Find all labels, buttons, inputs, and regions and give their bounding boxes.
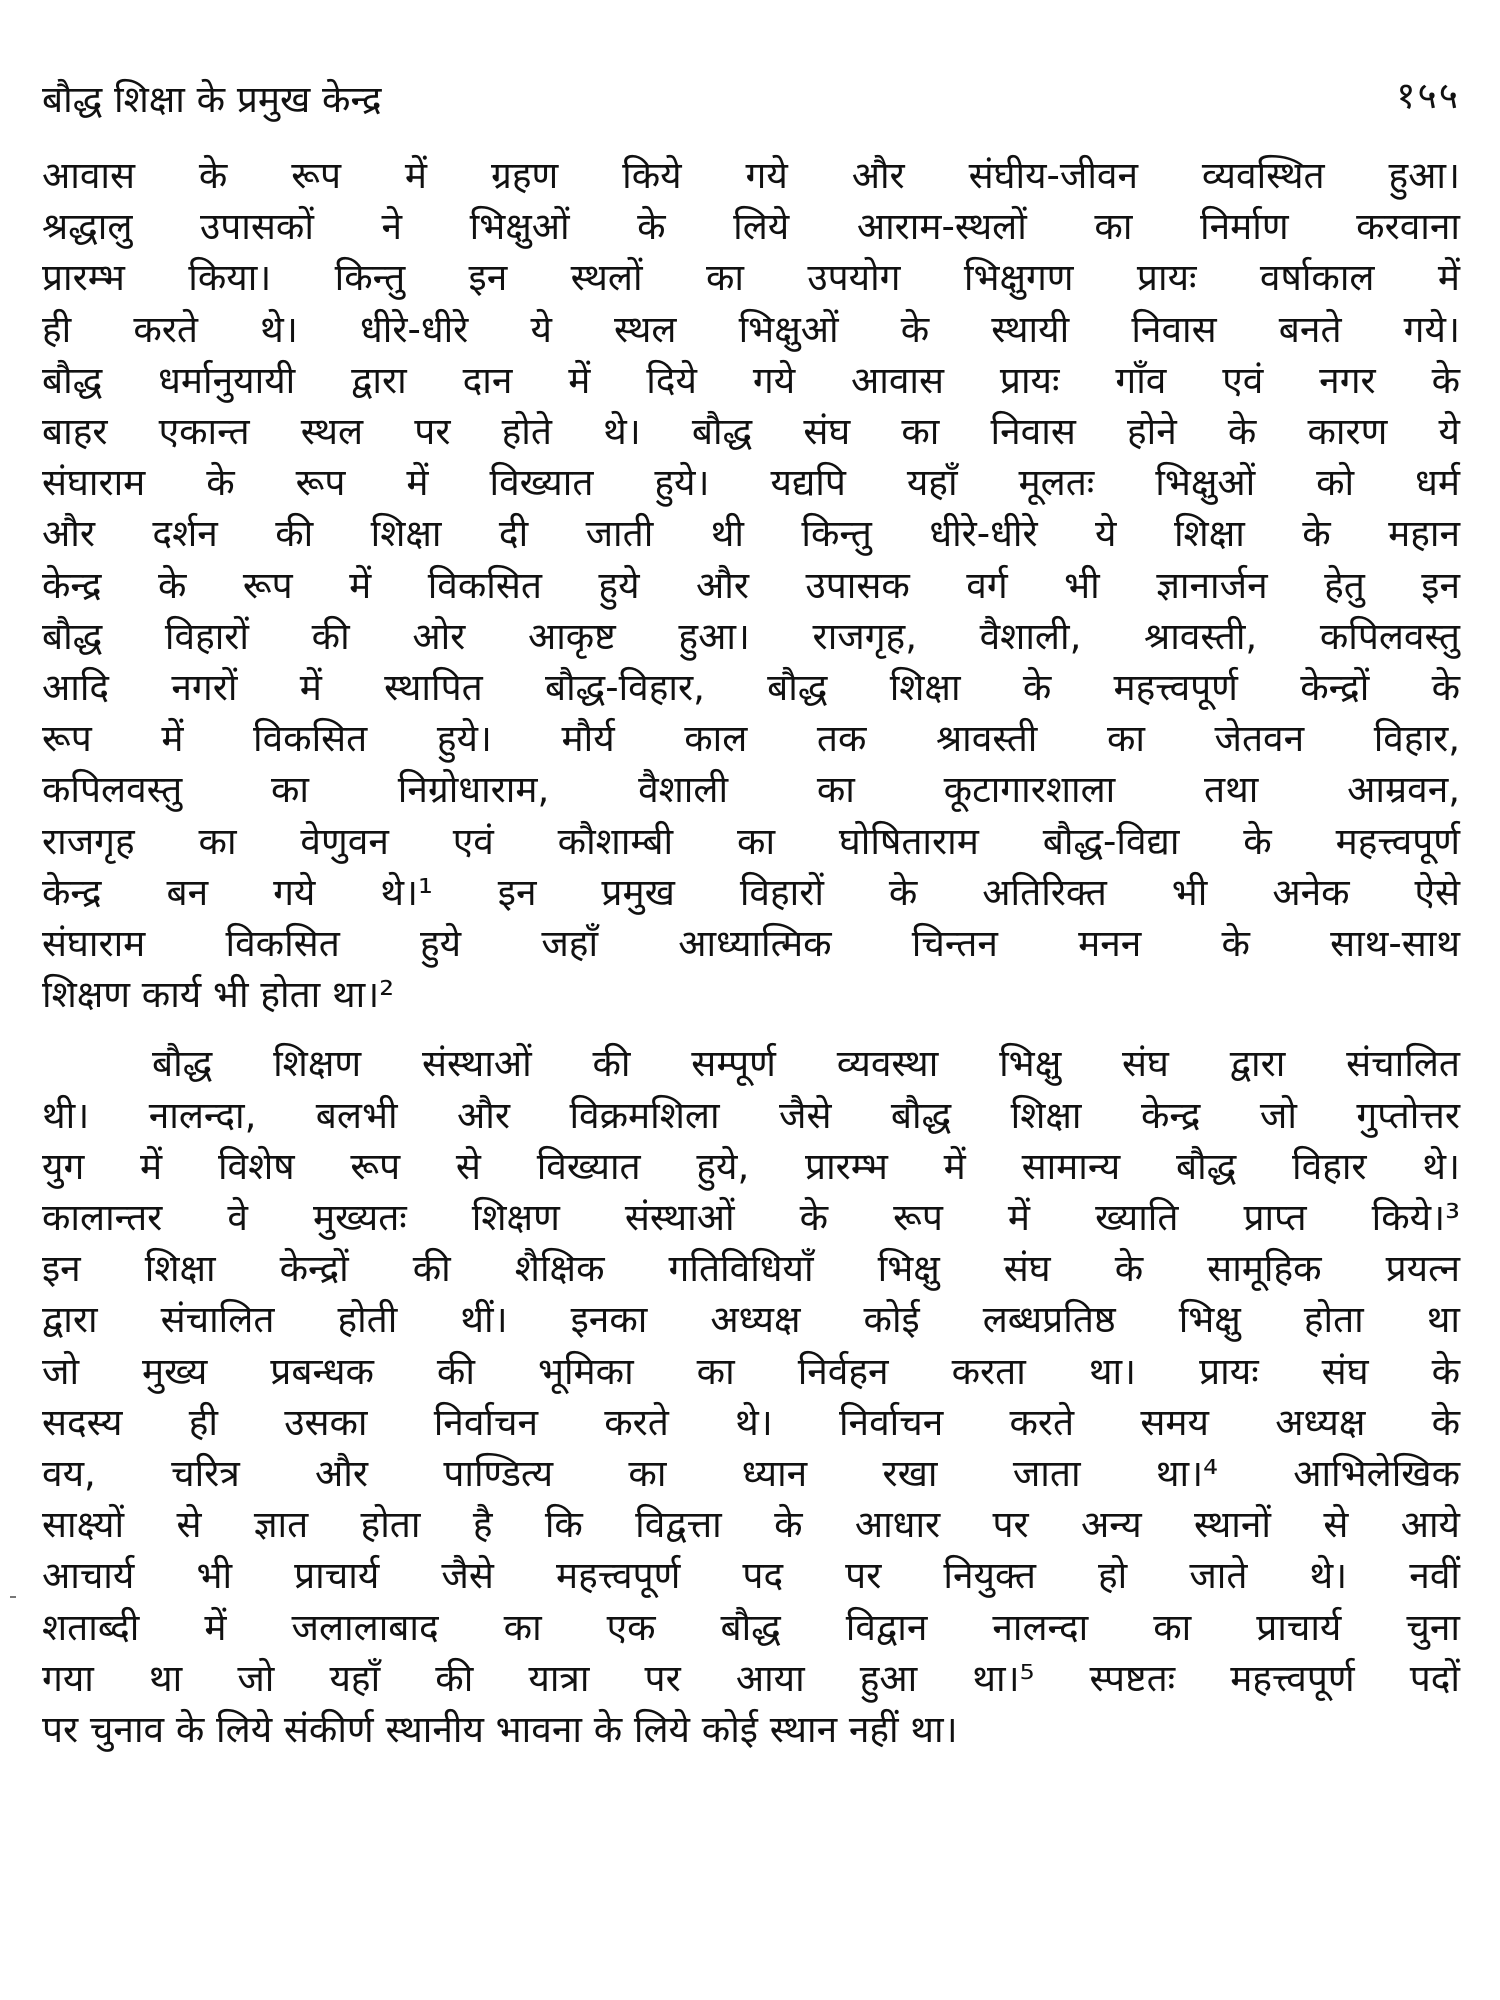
text-line: जो मुख्य प्रबन्धक की भूमिका का निर्वहन करता था। प्रायः संघ के bbox=[42, 1349, 1460, 1393]
paragraph-2 bbox=[42, 1038, 1460, 1755]
text-line: केन्द्र बन गये थे।¹ इन प्रमुख विहारों के अतिरिक्त भी अनेक ऐसे bbox=[42, 870, 1460, 914]
text-line: कपिलवस्तु का निग्रोधाराम, वैशाली का कूटागारशाला तथा आम्रवन, bbox=[42, 768, 1460, 812]
text-line: कालान्तर वे मुख्यतः शिक्षण संस्थाओं के रूप में ख्याति प्राप्त किये।³ bbox=[42, 1196, 1460, 1240]
text-line: शताब्दी में जलालाबाद का एक बौद्ध विद्वान नालन्दा का प्राचार्य चुना bbox=[42, 1605, 1460, 1649]
running-title: बौद्ध शिक्षा के प्रमुख केन्द्र bbox=[42, 78, 382, 121]
text-line: युग में विशेष रूप से विख्यात हुये, प्रारम्भ में सामान्य बौद्ध विहार थे। bbox=[42, 1144, 1460, 1188]
text-line: वय, चरित्र और पाण्डित्य का ध्यान रखा जाता था।⁴ आभिलेखिक bbox=[42, 1452, 1460, 1496]
page-number: १५५ bbox=[1396, 74, 1460, 117]
text-line: द्वारा संचालित होती थीं। इनका अध्यक्ष कोई लब्धप्रतिष्ठ भिक्षु होता था bbox=[42, 1298, 1460, 1342]
text-line: गया था जो यहाँ की यात्रा पर आया हुआ था।⁵ स्पष्टतः महत्त्वपूर्ण पदों bbox=[42, 1656, 1460, 1700]
text-line: साक्ष्यों से ज्ञात होता है कि विद्वत्ता के आधार पर अन्य स्थानों से आये bbox=[42, 1503, 1460, 1547]
text-line: प्रारम्भ किया। किन्तु इन स्थलों का उपयोग भिक्षुगण प्रायः वर्षाकाल में bbox=[42, 256, 1460, 300]
text-line: रूप में विकसित हुये। मौर्य काल तक श्रावस्ती का जेतवन विहार, bbox=[42, 717, 1460, 761]
text-line: संघाराम के रूप में विख्यात हुये। यद्यपि यहाँ मूलतः भिक्षुओं को धर्म bbox=[42, 461, 1460, 505]
text-line: श्रद्धालु उपासकों ने भिक्षुओं के लिये आराम-स्थलों का निर्माण करवाना bbox=[42, 205, 1460, 249]
text-line: बाहर एकान्त स्थल पर होते थे। बौद्ध संघ का निवास होने के कारण ये bbox=[42, 410, 1460, 454]
text-line: शिक्षण कार्य भी होता था।² bbox=[42, 973, 395, 1017]
text-line: राजगृह का वेणुवन एवं कौशाम्बी का घोषिताराम बौद्ध-विद्या के महत्त्वपूर्ण bbox=[42, 819, 1460, 863]
text-line: बौद्ध विहारों की ओर आकृष्ट हुआ। राजगृह, वैशाली, श्रावस्ती, कपिलवस्तु bbox=[42, 614, 1460, 658]
text-line: बौद्ध शिक्षण संस्थाओं की सम्पूर्ण व्यवस्था भिक्षु संघ द्वारा संचालित bbox=[152, 1042, 1460, 1086]
text-line: पर चुनाव के लिये संकीर्ण स्थानीय भावना के लिये कोई स्थान नहीं था। bbox=[42, 1708, 958, 1752]
text-line: आचार्य भी प्राचार्य जैसे महत्त्वपूर्ण पद पर नियुक्त हो जाते थे। नवीं bbox=[42, 1554, 1460, 1598]
body-text bbox=[42, 150, 1460, 1755]
text-line: सदस्य ही उसका निर्वाचन करते थे। निर्वाचन करते समय अध्यक्ष के bbox=[42, 1400, 1460, 1444]
text-line: केन्द्र के रूप में विकसित हुये और उपासक वर्ग भी ज्ञानार्जन हेतु इन bbox=[42, 563, 1460, 607]
text-line: इन शिक्षा केन्द्रों की शैक्षिक गतिविधियाँ भिक्षु संघ के सामूहिक प्रयत्न bbox=[42, 1247, 1460, 1291]
text-line: बौद्ध धर्मानुयायी द्वारा दान में दिये गये आवास प्रायः गाँव एवं नगर के bbox=[42, 358, 1460, 402]
paragraph-1 bbox=[42, 150, 1460, 1020]
text-line: थी। नालन्दा, बलभी और विक्रमशिला जैसे बौद्ध शिक्षा केन्द्र जो गुप्तोत्तर bbox=[42, 1093, 1460, 1137]
text-line: ही करते थे। धीरे-धीरे ये स्थल भिक्षुओं के स्थायी निवास बनते गये। bbox=[42, 307, 1460, 351]
margin-mark bbox=[10, 1596, 16, 1598]
text-line: संघाराम विकसित हुये जहाँ आध्यात्मिक चिन्तन मनन के साथ-साथ bbox=[42, 922, 1460, 966]
text-line: आवास के रूप में ग्रहण किये गये और संघीय-जीवन व्यवस्थित हुआ। bbox=[42, 154, 1460, 197]
text-line: आदि नगरों में स्थापित बौद्ध-विहार, बौद्ध शिक्षा के महत्त्वपूर्ण केन्द्रों के bbox=[42, 666, 1460, 710]
text-line: और दर्शन की शिक्षा दी जाती थी किन्तु धीरे-धीरे ये शिक्षा के महान bbox=[42, 512, 1460, 556]
